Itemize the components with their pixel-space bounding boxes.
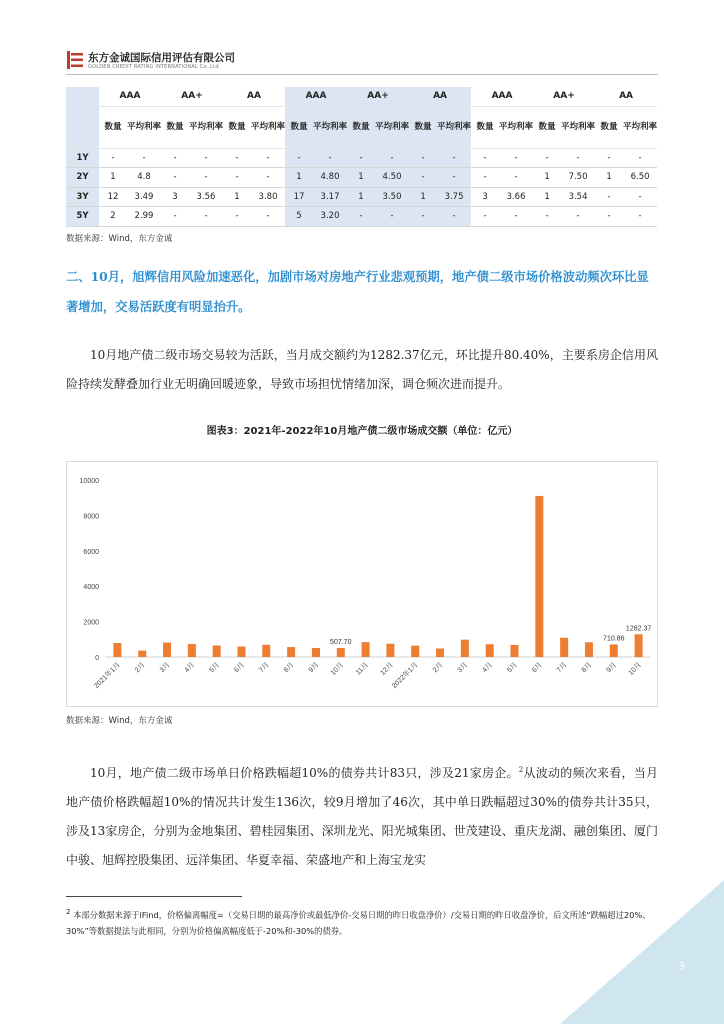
table-cell: 2 [99, 207, 127, 227]
bar [411, 646, 419, 657]
table-sub-header: 平均利率 [499, 106, 533, 148]
table-sub-header: 数量 [223, 106, 251, 148]
table-cell: - [499, 148, 533, 168]
y-tick-label: 8000 [83, 513, 99, 521]
table-cell: - [595, 187, 623, 207]
table-sub-header: 平均利率 [189, 106, 223, 148]
table-sub-header: 数量 [595, 106, 623, 148]
table-cell: 3.56 [189, 187, 223, 207]
table-cell: - [437, 148, 471, 168]
table-sub-header: 平均利率 [127, 106, 161, 148]
table-cell: - [409, 168, 437, 188]
x-tick-label: 9月 [307, 661, 321, 675]
table-row [66, 207, 657, 227]
table-cell: - [533, 207, 561, 227]
company-name: 东方金诚国际信用评估有限公司 [88, 52, 235, 64]
table-cell: 1 [223, 187, 251, 207]
data-label: 710.86 [603, 635, 625, 643]
table-cell: - [347, 207, 375, 227]
table-sub-header: 平均利率 [623, 106, 657, 148]
table-cell: 1 [347, 187, 375, 207]
table-cell: 1 [99, 168, 127, 188]
bar [511, 645, 519, 657]
table-sub-header: 数量 [471, 106, 499, 148]
bar [337, 648, 345, 657]
table-cell: - [189, 207, 223, 227]
x-tick-label: 3月 [158, 661, 172, 675]
table-row-tenor: 3Y [66, 187, 99, 207]
page-number: 3 [678, 960, 685, 973]
bar [138, 651, 146, 657]
table-group-header: AA [223, 87, 285, 106]
bar [262, 645, 270, 657]
table-cell: - [471, 207, 499, 227]
footnote [66, 904, 662, 939]
chart-title: 图表3：2021年-2022年10月地产债二级市场成交额（单位：亿元） [206, 426, 518, 437]
table-cell: - [285, 148, 313, 168]
table-cell: - [437, 168, 471, 188]
table-group-header: AAA [471, 87, 533, 106]
table-group-header: AA [409, 87, 471, 106]
company-logo-icon [66, 50, 84, 70]
bar [486, 644, 494, 657]
table-cell: - [161, 148, 189, 168]
footnote-divider [66, 896, 242, 897]
table-cell: - [189, 168, 223, 188]
table-cell: - [499, 168, 533, 188]
table-group-header: AA+ [161, 87, 223, 106]
table-group-header: AA+ [347, 87, 409, 106]
bar [287, 647, 295, 657]
paragraph-trading-volume: 10月地产债二级市场交易较为活跃，当月成交额约为1282.37亿元，环比提升80.40%，主要系房企信用风险持续发酵叠加行业无明确回暖迹象，导致市场担忧情绪加深，调仓频次进而提升。 [66, 348, 658, 391]
bar [560, 638, 568, 657]
table-sub-header: 平均利率 [251, 106, 285, 148]
table-cell: - [251, 207, 285, 227]
bar [386, 644, 394, 657]
table-cell: 3.66 [499, 187, 533, 207]
table-sub-header: 数量 [347, 106, 375, 148]
table-cell: 3 [161, 187, 189, 207]
table-cell: - [533, 148, 561, 168]
bar [113, 643, 121, 657]
table-cell: - [437, 207, 471, 227]
x-tick-label: 8月 [282, 661, 296, 675]
table-row-tenor: 5Y [66, 207, 99, 227]
paragraph2-rest: 从波动的频次来看，当月地产债价格跌幅超10%的情况共计发生136次，较9月增加了46次，其中单日跌幅超过30%的债券共计35只，涉及13家房企，分别为金地集团、碧桂园集团、深圳龙光、阳光城集团、世茂建设、重庆龙湖、融创集团、厦门中骏、旭辉控股集团、远洋集团、华夏幸福、荣盛地产和上海宝龙实 [66, 766, 658, 867]
y-tick-label: 2000 [83, 619, 99, 627]
chart-source: 数据来源：Wind，东方金诚 [66, 716, 173, 726]
table-sub-header: 数量 [285, 106, 313, 148]
table-cell: 3.54 [561, 187, 595, 207]
x-tick-label: 2022年1月 [391, 661, 420, 691]
table-cell: - [595, 148, 623, 168]
y-tick-label: 0 [95, 655, 99, 662]
table-source: 数据来源：Wind，东方金诚 [66, 234, 173, 244]
table-cell: - [595, 207, 623, 227]
table-sub-header: 平均利率 [437, 106, 471, 148]
rating-table [66, 87, 657, 227]
table-cell: - [251, 168, 285, 188]
table-cell: - [313, 148, 347, 168]
table-cell: - [409, 148, 437, 168]
table-cell: 4.8 [127, 168, 161, 188]
x-tick-label: 2月 [431, 661, 445, 675]
table-cell: - [189, 148, 223, 168]
x-tick-label: 6月 [531, 661, 544, 675]
x-tick-label: 6月 [233, 661, 246, 675]
section-heading: 二、10月，旭辉信用风险加速恶化，加剧市场对房地产行业悲观预期，地产债二级市场价格波动频次环比显著增加，交易活跃度有明显抬升。 [66, 269, 649, 314]
company-name-en: GOLDEN CREDIT RATING INTERNATIONAL Co.,Ltd. [88, 64, 221, 70]
table-cell: - [409, 207, 437, 227]
header-divider [66, 74, 658, 75]
x-tick-label: 7月 [258, 661, 271, 675]
table-cell: - [99, 148, 127, 168]
table-cell: 1 [595, 168, 623, 188]
x-tick-label: 4月 [481, 661, 495, 675]
table-cell: 6.50 [623, 168, 657, 188]
x-tick-label: 9月 [605, 661, 619, 675]
x-tick-label: 2021年1月 [93, 661, 122, 691]
x-tick-label: 11月 [354, 661, 371, 677]
bar [213, 645, 221, 657]
table-corner [66, 87, 99, 148]
x-tick-label: 5月 [208, 661, 222, 675]
table-cell: 1 [347, 168, 375, 188]
chart-frame [66, 461, 658, 707]
table-cell: 3.20 [313, 207, 347, 227]
table-cell: 7.50 [561, 168, 595, 188]
footnote-text: 本部分数据来源于iFind，价格偏离幅度=（交易日期的最高净价或最低净价-交易日期的昨日收盘净价）/交易日期的昨日收盘净价，后文所述“跌幅超过20%、30%”等数据提法与此相同，分别为价格偏离幅度低于-20%和-30%的债券。 [66, 909, 651, 936]
table-sub-header: 数量 [533, 106, 561, 148]
table-cell: - [561, 148, 595, 168]
table-cell: 2.99 [127, 207, 161, 227]
table-cell: - [223, 168, 251, 188]
table-cell: 3.50 [375, 187, 409, 207]
table-sub-header: 数量 [409, 106, 437, 148]
table-cell: 17 [285, 187, 313, 207]
bar [535, 496, 543, 657]
table-cell: 1 [533, 168, 561, 188]
table-cell: - [161, 168, 189, 188]
bar [238, 647, 246, 657]
bar [635, 634, 643, 657]
table-cell: 3.49 [127, 187, 161, 207]
table-sub-header: 数量 [161, 106, 189, 148]
table-row-tenor: 1Y [66, 148, 99, 168]
x-tick-label: 5月 [506, 661, 519, 675]
bar [188, 644, 196, 657]
table-sub-header: 平均利率 [313, 106, 347, 148]
x-tick-label: 3月 [456, 661, 470, 675]
table-cell: - [223, 207, 251, 227]
table-sub-header: 数量 [99, 106, 127, 148]
table-cell: 1 [533, 187, 561, 207]
bar [461, 640, 469, 657]
x-tick-label: 4月 [183, 661, 197, 675]
table-cell: 4.80 [313, 168, 347, 188]
table-cell: - [499, 207, 533, 227]
table-cell: - [471, 168, 499, 188]
table-cell: - [347, 148, 375, 168]
table-cell: - [375, 148, 409, 168]
x-tick-label: 7月 [555, 661, 569, 675]
x-tick-label: 10月 [329, 661, 346, 677]
x-tick-label: 12月 [379, 661, 395, 677]
bar [436, 649, 444, 657]
table-row-tenor: 2Y [66, 168, 99, 188]
table-cell: 12 [99, 187, 127, 207]
data-label: 507.70 [330, 639, 352, 647]
footnote-number: 2 [66, 908, 71, 916]
table-sub-header: 平均利率 [375, 106, 409, 148]
table-cell: 3 [471, 187, 499, 207]
footnote-ref: 2 [518, 766, 524, 774]
x-tick-label: 8月 [580, 661, 594, 675]
table-cell: 3.17 [313, 187, 347, 207]
table-cell: - [251, 148, 285, 168]
table-cell: - [127, 148, 161, 168]
bar-chart [67, 462, 657, 706]
table-cell: - [471, 148, 499, 168]
y-tick-label: 10000 [79, 478, 99, 485]
x-tick-label: 10月 [627, 661, 644, 677]
table-cell: - [561, 207, 595, 227]
table-cell: - [223, 148, 251, 168]
table-group-header: AA [595, 87, 657, 106]
bar [610, 644, 618, 657]
table-cell: - [161, 207, 189, 227]
table-cell: 3.75 [437, 187, 471, 207]
bar [312, 648, 320, 657]
data-label: 1282.37 [625, 625, 652, 633]
table-cell: 5 [285, 207, 313, 227]
page-header [66, 44, 658, 74]
table-row [66, 148, 657, 168]
table-sub-header: 平均利率 [561, 106, 595, 148]
table-row [66, 168, 657, 188]
table-group-header: AA+ [533, 87, 595, 106]
table-cell: 1 [409, 187, 437, 207]
table-cell: 4.50 [375, 168, 409, 188]
paragraph-price-volatility [66, 756, 658, 875]
table-row [66, 187, 657, 207]
y-tick-label: 6000 [83, 548, 99, 556]
y-tick-label: 4000 [83, 584, 99, 592]
bar [585, 642, 593, 657]
table-cell: - [623, 148, 657, 168]
x-tick-label: 2月 [133, 661, 147, 675]
bar [362, 642, 370, 657]
table-cell: - [623, 187, 657, 207]
table-cell: 3.80 [251, 187, 285, 207]
table-cell: 1 [285, 168, 313, 188]
table-cell: - [623, 207, 657, 227]
paragraph2-main: 10月，地产债二级市场单日价格跌幅超10%的债券共计83只，涉及21家房企。 [90, 766, 519, 780]
table-group-header: AAA [99, 87, 161, 106]
table-cell: - [375, 207, 409, 227]
bar [163, 642, 171, 657]
table-group-header: AAA [285, 87, 347, 106]
